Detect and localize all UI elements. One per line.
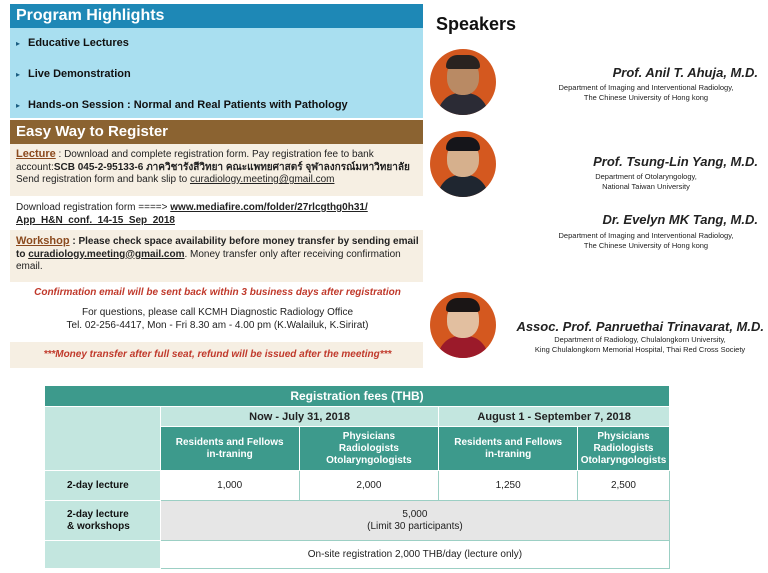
money-transfer-note: ***Money transfer after full seat, refund will be issued after the meeting*** — [10, 342, 423, 368]
speaker-department: Department of Imaging and Interventional Radiology, The Chinese University of Hong kong — [558, 231, 734, 250]
row-header: 2-day lecture — [45, 471, 161, 501]
workshop-instructions: Workshop : Please check space availability before money transfer by sending email to curadiology.meeting@gmail.com. Money transfer only after receiving confirmation email. — [10, 230, 423, 282]
category-header: Physicians Radiologists Otolaryngologists — [577, 427, 669, 471]
speaker-department: Department of Radiology, Chulalongkorn University, King Chulalongkorn Memorial Hospital, Thai Red Cross Society — [534, 335, 746, 354]
confirmation-note: Confirmation email will be sent back within 3 business days after registration — [10, 282, 423, 304]
table-corner — [45, 407, 161, 471]
table-row — [45, 541, 670, 569]
register-title: Easy Way to Register — [10, 120, 423, 144]
category-header: Physicians Radiologists Otolaryngologists — [299, 427, 439, 471]
avatar — [430, 292, 496, 358]
email-link[interactable]: curadiology.meeting@gmail.com — [189, 174, 335, 185]
program-highlights-title: Program Highlights — [10, 4, 423, 28]
table-row — [45, 501, 670, 541]
speaker-card — [430, 49, 768, 125]
avatar — [430, 49, 496, 115]
bullet-icon: ▸ — [16, 70, 21, 79]
program-item: ▸ Live Demonstration — [16, 61, 423, 92]
table-row — [45, 471, 670, 501]
category-header: Residents and Fellows in-traning — [439, 427, 578, 471]
row-header: 2-day lecture & workshops — [45, 501, 161, 541]
fee-cell: 2,000 — [299, 471, 439, 501]
email-link[interactable]: curadiology.meeting@gmail.com — [28, 248, 185, 260]
lecture-label: Lecture — [16, 148, 56, 160]
bullet-icon: ▸ — [16, 101, 21, 110]
period-header: August 1 - September 7, 2018 — [439, 407, 670, 427]
speaker-card — [430, 292, 768, 368]
row-header — [45, 541, 161, 569]
download-link[interactable]: www.mediafire.com/folder/27rlcgthg0h31/ App_H&N_conf._14-15_Sep_2018 — [16, 202, 368, 226]
contact-info: For questions, please call KCMH Diagnostic Radiology Office Tel. 02-256-4417, Mon - Fri 8.30 am - 4.00 pm (K.Walailuk, K.Sirirat) — [10, 304, 423, 342]
speaker-name: Dr. Evelyn MK Tang, M.D. — [602, 212, 758, 227]
table-title: Registration fees (THB) — [45, 386, 670, 407]
speaker-department: Department of Imaging and Interventional Radiology, The Chinese University of Hong kong — [558, 83, 734, 102]
program-item: ▸ Educative Lectures — [16, 30, 423, 61]
period-header: Now - July 31, 2018 — [160, 407, 438, 427]
fee-cell: 2,500 — [577, 471, 669, 501]
fee-cell: 5,000 (Limit 30 participants) — [160, 501, 669, 541]
program-highlights-list — [10, 28, 423, 118]
fee-cell: 1,250 — [439, 471, 578, 501]
bank-account: SCB 045-2-95133-6 ภาควิชารังสีวิทยา คณะแพทยศาสตร์ จุฬาลงกรณ์มหาวิทยาลัย — [53, 161, 410, 173]
fee-cell: 1,000 — [160, 471, 299, 501]
left-column — [10, 4, 423, 368]
speaker-name: Prof. Tsung-Lin Yang, M.D. — [593, 154, 758, 169]
workshop-label: Workshop — [16, 235, 70, 247]
download-form: Download registration form ====> www.mediafire.com/folder/27rlcgthg0h31/ App_H&N_conf._14-15_Sep_2018 — [10, 196, 423, 230]
program-item: ▸ Hands-on Session : Normal and Real Patients with Pathology — [16, 92, 423, 123]
speakers-title: Speakers — [436, 14, 517, 34]
speaker-name: Assoc. Prof. Panruethai Trinavarat, M.D. — [516, 319, 764, 334]
avatar — [430, 131, 496, 197]
speaker-card-no-photo — [430, 210, 768, 286]
speaker-name: Prof. Anil T. Ahuja, M.D. — [612, 65, 758, 80]
bullet-icon: ▸ — [16, 39, 21, 48]
registration-fees-table — [44, 385, 670, 569]
speaker-department: Department of Otolaryngology, National Taiwan University — [595, 172, 697, 191]
category-header: Residents and Fellows in-traning — [160, 427, 299, 471]
onsite-note: On-site registration 2,000 THB/day (lecture only) — [160, 541, 669, 569]
lecture-instructions: Lecture : Download and complete registration form. Pay registration fee to bank account:SCB 045-2-95133-6 ภาควิชารังสีวิทยา คณะแพทยศาสตร์ จุฬาลงกรณ์มหาวิทยาลัย Send registration form and bank slip to curadiology.meeting@gmail.com — [10, 144, 423, 196]
speaker-card — [430, 131, 768, 207]
